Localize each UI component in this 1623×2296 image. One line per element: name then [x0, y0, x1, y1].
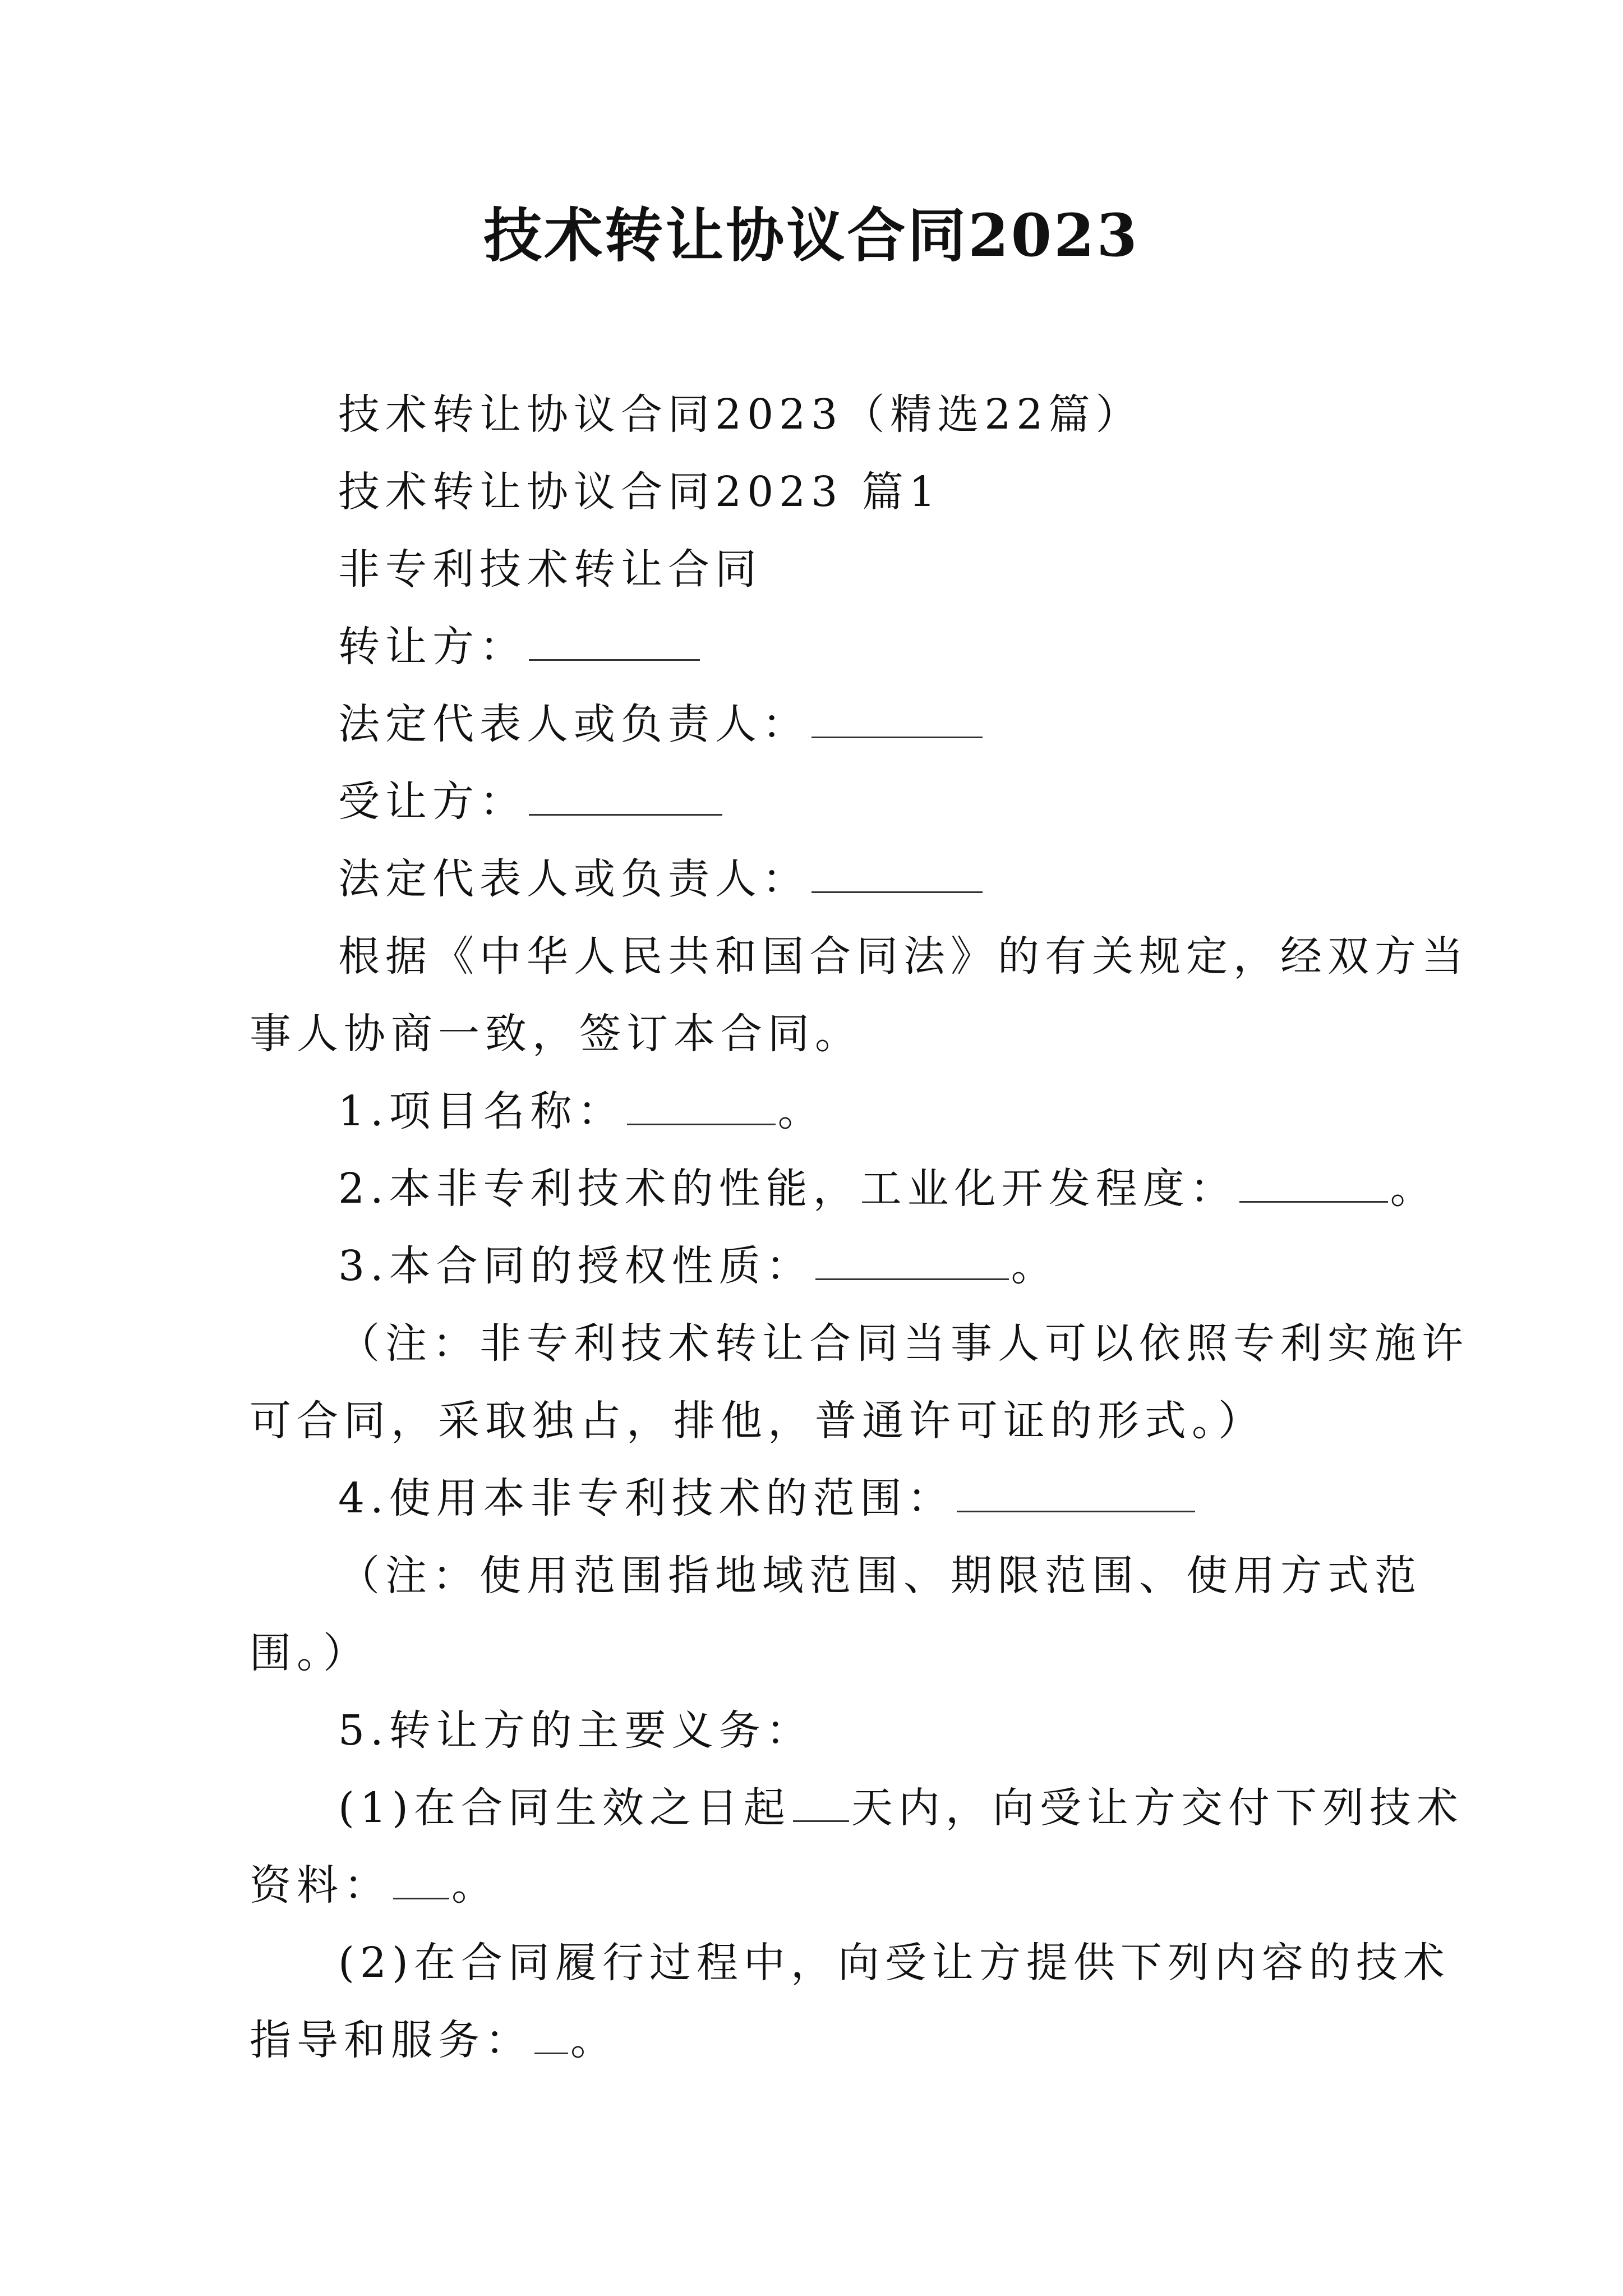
- item5-1-text-a: (1)在合同生效之日起: [338, 1784, 791, 1832]
- note1-text-2: 可合同，采取独占，排他，普通许可证的形式。）: [250, 1397, 1265, 1445]
- item4-blank: [957, 1476, 1195, 1512]
- item5-2-text-b: 指导和服务：: [250, 2016, 532, 2064]
- item2-line: [250, 1150, 1437, 1227]
- item1-line: [250, 1073, 1374, 1150]
- note1-line-2: [250, 1382, 1374, 1460]
- contract-name-text: 非专利技术转让合同: [338, 545, 762, 593]
- transferor-label: 转让方：: [338, 623, 527, 671]
- transferor-rep-blank: [811, 702, 983, 738]
- transferee-label: 受让方：: [338, 777, 527, 826]
- note1-text-1: （注：非专利技术转让合同当事人可以依照专利实施许: [338, 1319, 1469, 1368]
- chapter-text: 技术转让协议合同2023 篇1: [338, 468, 941, 516]
- item2-blank: [1239, 1166, 1388, 1203]
- item5-1-text-c: 资料：: [250, 1861, 391, 1910]
- item5-2-end: 。: [570, 2016, 617, 2064]
- transferee-blank: [529, 779, 722, 816]
- transferor-line: [250, 608, 1374, 685]
- note2-line-1: [250, 1537, 1422, 1614]
- transferor-blank: [529, 624, 700, 661]
- item3-end: 。: [1011, 1242, 1058, 1290]
- item1-end: 。: [777, 1087, 825, 1135]
- transferee-rep-blank: [811, 857, 983, 893]
- item5-1-days-blank: [793, 1786, 849, 1822]
- item2-label: 2.本非专利技术的性能，工业化开发程度：: [338, 1165, 1237, 1213]
- preamble-line-1: [250, 918, 1469, 995]
- item5-2-line: [250, 1924, 1450, 2001]
- preamble-text-1: 根据《中华人民共和国合同法》的有关规定，经双方当: [338, 932, 1469, 981]
- subtitle-line: [250, 376, 1374, 453]
- transferee-rep-line: [250, 840, 1374, 918]
- note1-line-1: [250, 1305, 1469, 1382]
- item5-2-blank: [534, 2018, 568, 2054]
- chapter-heading: [250, 453, 1374, 531]
- item5-2-line-2: [250, 2001, 1374, 2079]
- item5-1-line-2: [250, 1847, 1374, 1924]
- note2-text-1: （注：使用范围指地域范围、期限范围、使用方式范: [338, 1552, 1422, 1600]
- item5-label: 5.转让方的主要义务：: [338, 1706, 813, 1755]
- note2-line-2: [250, 1614, 1374, 1692]
- item3-line: [250, 1227, 1374, 1305]
- document-body: [250, 376, 1469, 2079]
- transferor-rep-line: [250, 685, 1374, 763]
- item2-end: 。: [1390, 1165, 1437, 1213]
- item4-label: 4.使用本非专利技术的范围：: [338, 1474, 955, 1522]
- item5-1-text-b: 天内，向受让方交付下列技术: [851, 1784, 1464, 1832]
- contract-name-line: [250, 531, 1374, 608]
- note2-text-2: 围。）: [250, 1629, 370, 1677]
- item5-1-end: 。: [451, 1861, 499, 1910]
- item5-1-line: [250, 1769, 1464, 1847]
- preamble-line-2: [250, 995, 1374, 1073]
- item4-line: [250, 1460, 1374, 1537]
- item3-label: 3.本合同的授权性质：: [338, 1242, 813, 1290]
- item3-blank: [815, 1244, 1009, 1280]
- item1-label: 1.项目名称：: [338, 1087, 625, 1135]
- item5-1-materials-blank: [393, 1863, 449, 1899]
- transferor-rep-label: 法定代表人或负责人：: [338, 700, 809, 748]
- document-title: 技术转让协议合同2023: [483, 201, 1140, 270]
- transferee-rep-label: 法定代表人或负责人：: [338, 855, 809, 903]
- transferee-line: [250, 763, 1374, 840]
- item5-2-text-a: (2)在合同履行过程中，向受让方提供下列内容的技术: [338, 1939, 1450, 1987]
- item1-blank: [627, 1089, 776, 1125]
- subtitle-text: 技术转让协议合同2023（精选22篇）: [338, 390, 1143, 439]
- preamble-text-2: 事人协商一致，签订本合同。: [250, 1010, 862, 1058]
- item5-line: [250, 1692, 1374, 1769]
